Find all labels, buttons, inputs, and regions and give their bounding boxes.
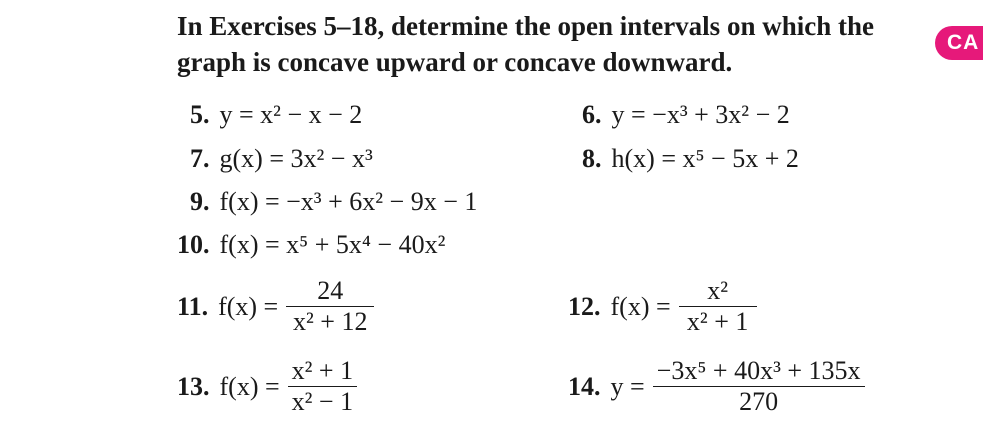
exercise-expression: f(x) = −x³ + 6x² − 9x − 1 bbox=[219, 187, 478, 216]
exercise-number: 5. bbox=[190, 100, 210, 129]
instructions bbox=[177, 8, 937, 80]
fraction bbox=[288, 356, 357, 417]
exercise-number: 6. bbox=[582, 100, 602, 129]
exercise-expression: f(x) = x⁵ + 5x⁴ − 40x² bbox=[219, 230, 446, 259]
exercise-number: 13. bbox=[177, 371, 210, 401]
exercise-expression: y = −x³ + 3x² − 2 bbox=[611, 100, 790, 129]
fraction-denominator: x² − 1 bbox=[291, 387, 354, 416]
exercise-11 bbox=[177, 276, 374, 337]
fraction bbox=[679, 276, 757, 337]
instructions-line-2: graph is concave upward or concave downward. bbox=[177, 47, 733, 77]
exercise-lhs: y = bbox=[610, 371, 645, 401]
instructions-line-1: In Exercises 5–18, determine the open intervals on which the bbox=[177, 11, 874, 41]
fraction-numerator: x² + 1 bbox=[288, 356, 357, 387]
exercise-lhs: f(x) = bbox=[219, 371, 280, 401]
exercise-expression: g(x) = 3x² − x³ bbox=[219, 144, 373, 173]
fraction-denominator: x² + 1 bbox=[686, 307, 749, 336]
exercise-6 bbox=[582, 100, 790, 130]
exercise-5 bbox=[190, 100, 362, 130]
exercise-12 bbox=[568, 276, 757, 337]
exercise-number: 14. bbox=[568, 371, 601, 401]
ca-badge: CA bbox=[935, 26, 983, 60]
fraction-denominator: x² + 12 bbox=[292, 307, 368, 336]
exercise-lhs: f(x) = bbox=[610, 291, 671, 321]
exercise-lhs: f(x) = bbox=[218, 291, 279, 321]
fraction-numerator: x² bbox=[679, 276, 757, 307]
exercise-number: 8. bbox=[582, 144, 602, 173]
exercise-13 bbox=[177, 356, 357, 417]
exercise-8 bbox=[582, 144, 799, 174]
exercise-expression: h(x) = x⁵ − 5x + 2 bbox=[611, 144, 799, 173]
fraction-numerator: −3x⁵ + 40x³ + 135x bbox=[653, 356, 865, 387]
fraction-numerator: 24 bbox=[286, 276, 374, 307]
fraction bbox=[286, 276, 374, 337]
exercise-number: 10. bbox=[177, 230, 210, 259]
exercise-14 bbox=[568, 356, 865, 417]
exercise-9 bbox=[190, 187, 477, 217]
fraction-denominator: 270 bbox=[739, 387, 779, 416]
exercise-number: 9. bbox=[190, 187, 210, 216]
exercise-number: 7. bbox=[190, 144, 210, 173]
fraction bbox=[653, 356, 865, 417]
exercise-expression: y = x² − x − 2 bbox=[219, 100, 363, 129]
exercise-number: 11. bbox=[177, 291, 209, 321]
exercise-number: 12. bbox=[568, 291, 601, 321]
exercise-7 bbox=[190, 144, 373, 174]
exercise-10 bbox=[177, 230, 445, 260]
